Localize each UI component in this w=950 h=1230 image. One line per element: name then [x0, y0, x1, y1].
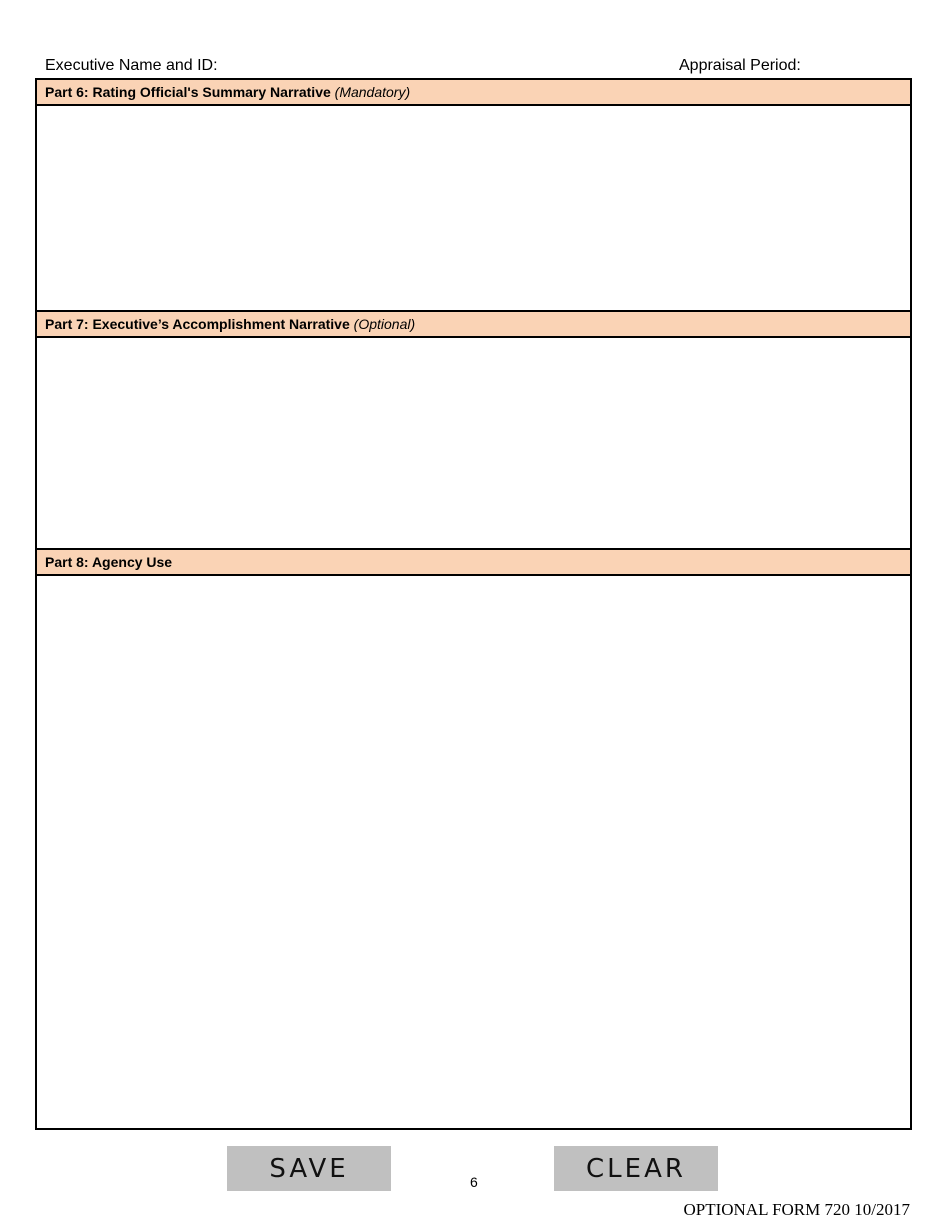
- part6-note: (Mandatory): [334, 84, 411, 100]
- part8-title: Part 8: Agency Use: [45, 554, 173, 570]
- part7-header: [37, 310, 910, 338]
- part6-narrative-field[interactable]: [37, 106, 910, 310]
- form-box: [35, 78, 912, 1130]
- part6-title: Part 6: Rating Official's Summary Narrative: [45, 84, 331, 100]
- part6-header: [37, 78, 910, 106]
- appraisal-period-label: Appraisal Period:: [679, 57, 801, 74]
- form-footer: OPTIONAL FORM 720 10/2017: [683, 1200, 910, 1219]
- executive-name-label: Executive Name and ID:: [45, 57, 218, 74]
- save-button[interactable]: SAVE: [227, 1146, 391, 1191]
- clear-button[interactable]: CLEAR: [554, 1146, 718, 1191]
- part7-title: Part 7: Executive’s Accomplishment Narrative: [45, 316, 350, 332]
- part7-narrative-field[interactable]: [37, 338, 910, 548]
- part8-agency-use-field[interactable]: [37, 576, 910, 1128]
- part7-note: (Optional): [353, 316, 416, 332]
- part8-header: [37, 548, 910, 576]
- page-number: 6: [470, 1174, 478, 1190]
